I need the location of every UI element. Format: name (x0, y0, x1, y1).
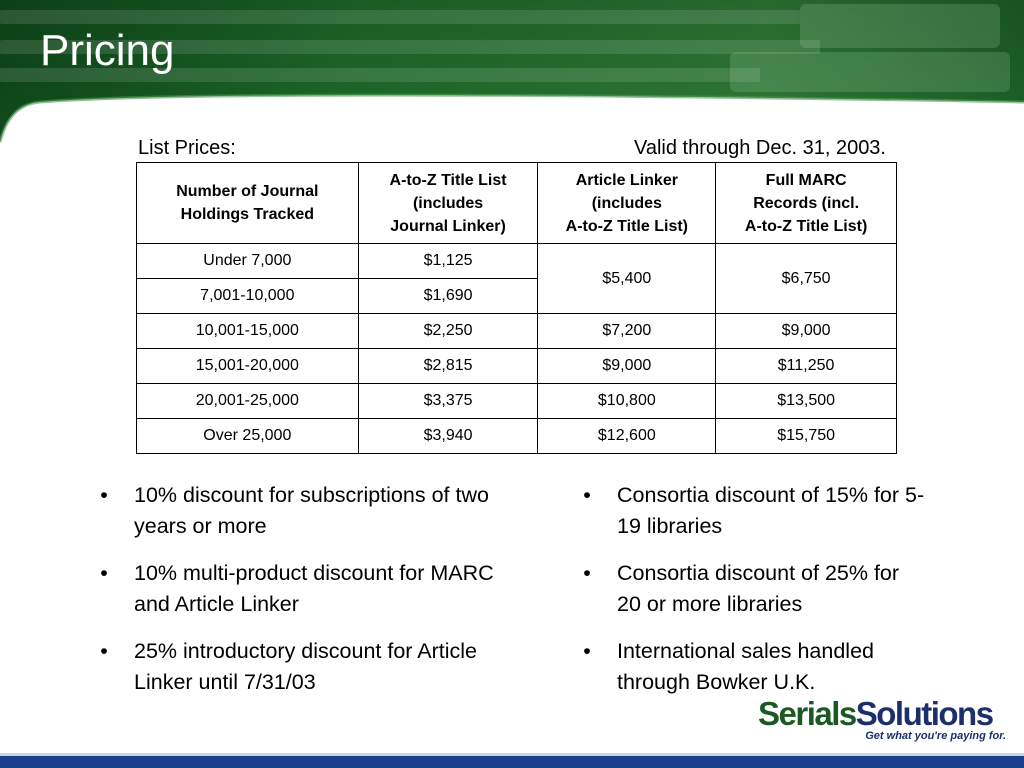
list-item (94, 636, 524, 698)
cell-marc-price-merged: $6,750 (716, 244, 897, 314)
header-holdings: Number of Journal Holdings Tracked (137, 163, 359, 244)
cell-range: 15,001-20,000 (137, 349, 359, 384)
header-full-marc: Full MARC Records (incl. A-to-Z Title List) (716, 163, 897, 244)
cell-atoz-price: $1,690 (358, 279, 538, 314)
list-item (577, 636, 927, 698)
bullet-icon: • (100, 483, 108, 507)
cell-range: 10,001-15,000 (137, 314, 359, 349)
logo-tagline: Get what you're paying for. (865, 730, 1006, 742)
slide-title: Pricing (40, 26, 175, 75)
bullet-icon: • (100, 561, 108, 585)
bullet-icon: • (100, 639, 108, 663)
cell-atoz-price: $3,940 (358, 419, 538, 454)
list-item (94, 480, 524, 542)
cell-atoz-price: $3,375 (358, 384, 538, 419)
header-article-linker: Article Linker (includes A-to-Z Title List) (538, 163, 716, 244)
bullet-text: 10% discount for subscriptions of two years or more (134, 483, 489, 538)
list-item (577, 480, 927, 542)
bullet-text: Consortia discount of 15% for 5-19 libraries (617, 483, 925, 538)
cell-marc-price: $13,500 (716, 384, 897, 419)
cell-range: Under 7,000 (137, 244, 359, 279)
cell-marc-price: $11,250 (716, 349, 897, 384)
cell-marc-price: $9,000 (716, 314, 897, 349)
bullet-text: 10% multi-product discount for MARC and Article Linker (134, 561, 494, 616)
serials-solutions-logo (758, 694, 1008, 742)
cell-atoz-price: $2,250 (358, 314, 538, 349)
bullet-text: International sales handled through Bowker U.K. (617, 639, 874, 694)
table-row (137, 244, 897, 279)
table-row (137, 314, 897, 349)
validity-caption: Valid through Dec. 31, 2003. (633, 137, 886, 159)
logo-wordmark: SerialsSolutions (758, 695, 993, 732)
bullet-text: Consortia discount of 25% for 20 or more libraries (617, 561, 900, 616)
discount-list (94, 480, 524, 714)
pricing-table (136, 162, 897, 454)
cell-linker-price: $7,200 (538, 314, 716, 349)
list-prices-caption: List Prices: (138, 137, 236, 159)
cell-linker-price: $12,600 (538, 419, 716, 454)
list-item (94, 558, 524, 620)
list-item (577, 558, 927, 620)
cell-atoz-price: $1,125 (358, 244, 538, 279)
header-atoz: A-to-Z Title List (includes Journal Linker) (358, 163, 538, 244)
footer-bar (0, 756, 1024, 768)
bullet-icon: • (583, 483, 591, 507)
bullet-text: 25% introductory discount for Article Linker until 7/31/03 (134, 639, 477, 694)
table-header-row (137, 163, 897, 244)
table-row (137, 349, 897, 384)
table-row (137, 419, 897, 454)
cell-range: Over 25,000 (137, 419, 359, 454)
cell-range: 20,001-25,000 (137, 384, 359, 419)
cell-linker-price-merged: $5,400 (538, 244, 716, 314)
consortia-list (577, 480, 927, 714)
bullet-icon: • (583, 561, 591, 585)
cell-range: 7,001-10,000 (137, 279, 359, 314)
cell-linker-price: $9,000 (538, 349, 716, 384)
bullet-icon: • (583, 639, 591, 663)
cell-atoz-price: $2,815 (358, 349, 538, 384)
table-row (137, 384, 897, 419)
cell-marc-price: $15,750 (716, 419, 897, 454)
cell-linker-price: $10,800 (538, 384, 716, 419)
header-banner (0, 0, 1024, 150)
